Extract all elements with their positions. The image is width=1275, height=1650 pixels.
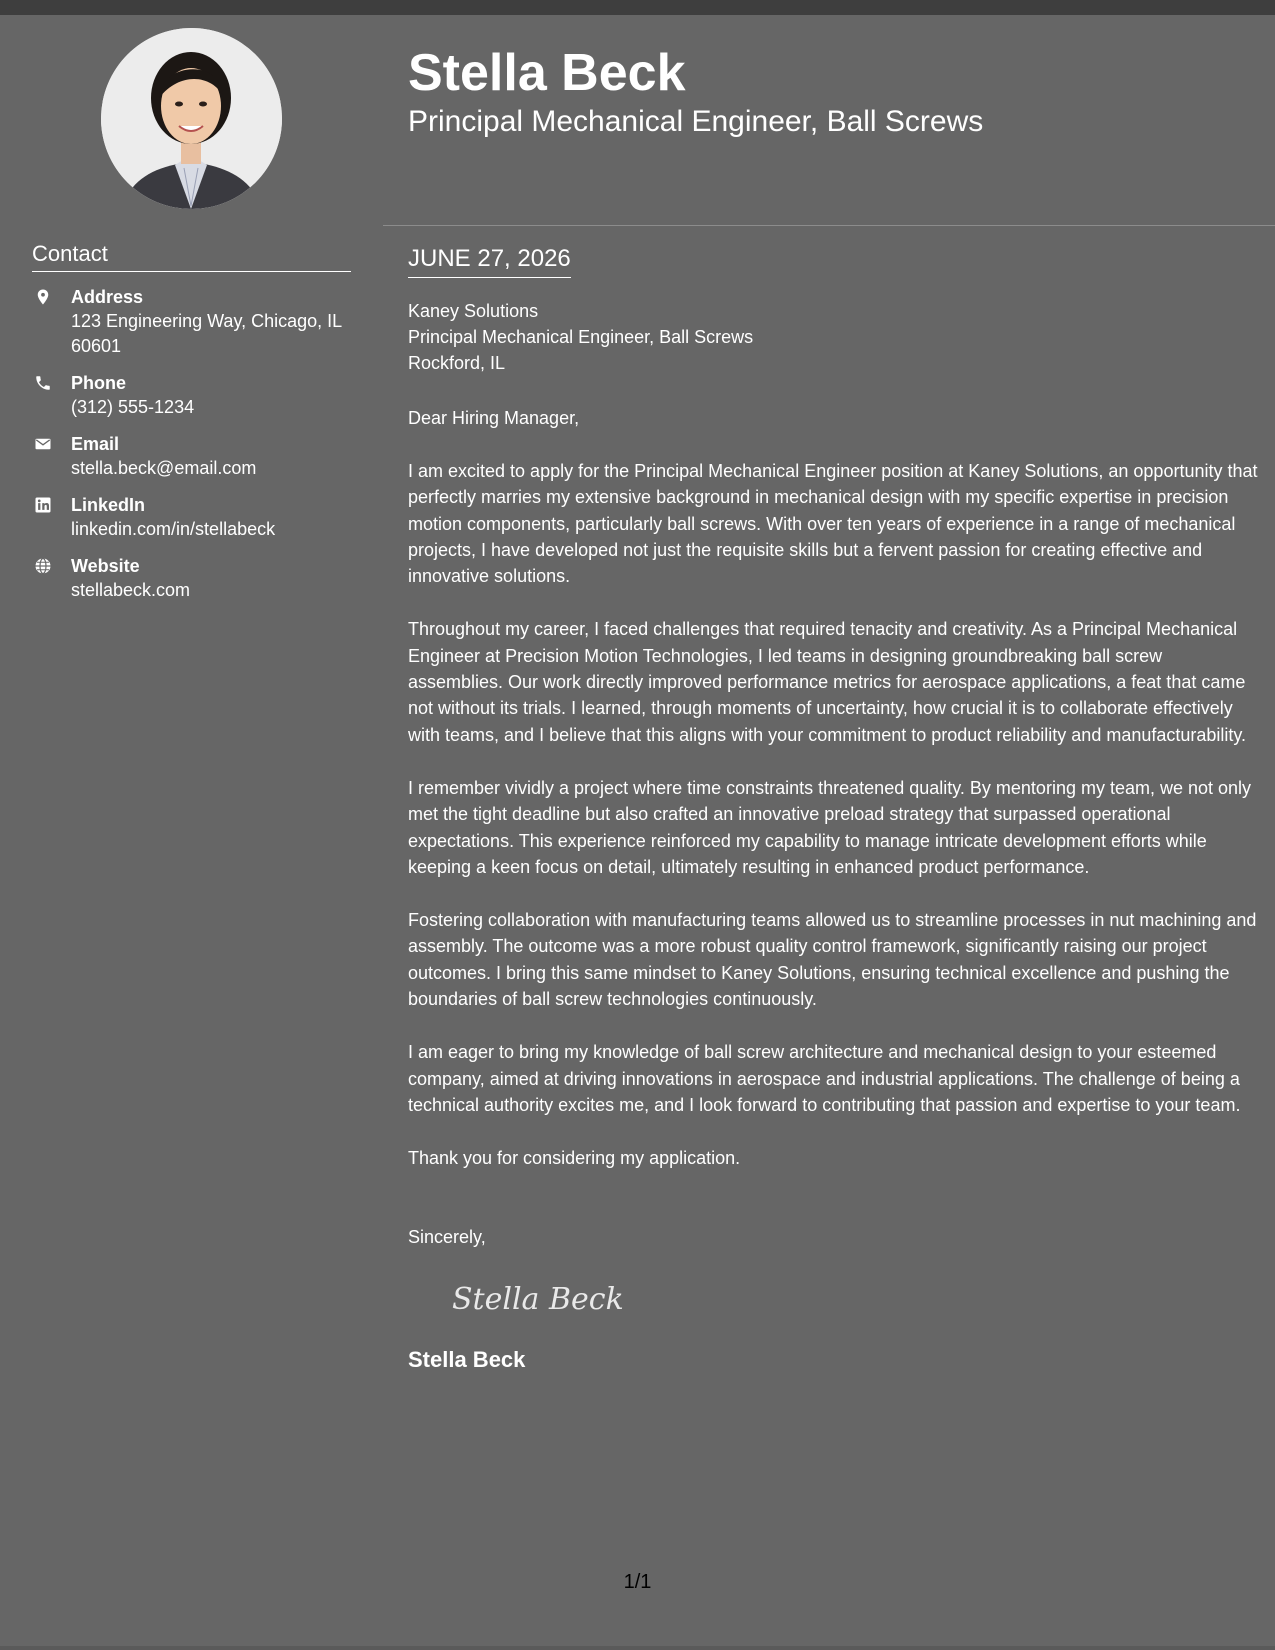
address-label: Address	[71, 287, 144, 307]
recipient-company: Kaney Solutions	[408, 301, 539, 321]
handwritten-signature	[448, 1274, 638, 1324]
phone-label: Phone	[71, 373, 127, 393]
letter-paragraph: I am eager to bring my knowledge of ball screw architecture and mechanical design to your esteemed company, aimed at driving innovations in aerospace and industrial applications. The challenge of being a technical authority excites me, and I look forward to contributing that passion and expertise to your team.	[408, 1042, 1241, 1115]
contact-item-linkedin	[32, 493, 351, 542]
portrait-illustration	[101, 28, 282, 209]
recipient-location: Rockford, IL	[408, 353, 506, 373]
contact-item-phone	[32, 371, 351, 420]
contact-list	[32, 285, 351, 615]
thanks-line: Thank you for considering my application.	[408, 1148, 741, 1169]
letter-paragraph: I remember vividly a project where time constraints threatened quality. By mentoring my team, we not only met the tight deadline but also crafted an innovative preload strategy that surpassed operational expectations. This experience reinforced my capability to manage intricate development efforts while keeping a keen focus on detail, ultimately resulting in enhanced product performance.	[408, 777, 1252, 877]
header-divider	[383, 225, 1275, 226]
closing-line: Sincerely,	[408, 1227, 486, 1248]
linkedin-value: linkedin.com/in/stellabeck	[71, 519, 276, 539]
recipient-block	[408, 298, 1258, 376]
linkedin-label: LinkedIn	[71, 495, 146, 515]
email-value: stella.beck@email.com	[71, 458, 257, 478]
applicant-name: Stella Beck	[408, 44, 686, 102]
sidebar	[0, 15, 383, 1615]
address-value: 123 Engineering Way, Chicago, IL 60601	[71, 311, 342, 356]
website-value: stellabeck.com	[71, 580, 191, 600]
linkedin-icon	[34, 496, 52, 514]
email-label: Email	[71, 434, 120, 454]
phone-icon	[34, 374, 52, 392]
top-bar	[0, 0, 1275, 15]
signer-name: Stella Beck	[408, 1347, 526, 1373]
letter-paragraph: Throughout my career, I faced challenges that required tenacity and creativity. As a Principal Mechanical Engineer at Precision Motion Technologies, I led teams in designing groundbreaking ball screw assemblies. Our work directly improved performance metrics for aerospace applications, a feat that came not without its trials. I learned, through moments of uncertainty, how crucial it is to collaborate effectively with teams, and I believe that this aligns with your commitment to product reliability and manufacturability.	[408, 619, 1247, 745]
phone-value: (312) 555-1234	[71, 397, 195, 417]
website-label: Website	[71, 556, 140, 576]
salutation: Dear Hiring Manager,	[408, 408, 580, 428]
page-number: 1/1	[623, 1571, 652, 1593]
email-icon	[34, 435, 52, 453]
contact-heading: Contact	[32, 241, 351, 272]
letter-date: JUNE 27, 2026	[408, 244, 571, 278]
globe-icon	[34, 557, 52, 575]
contact-item-email	[32, 432, 351, 481]
contact-item-website	[32, 554, 351, 603]
cover-letter	[408, 244, 1258, 1374]
applicant-title: Principal Mechanical Engineer, Ball Screws	[408, 105, 984, 138]
signature-image	[448, 1274, 638, 1324]
letter-paragraph: Fostering collaboration with manufacturing teams allowed us to streamline processes in nut machining and assembly. The outcome was a more robust quality control framework, significantly raising our project outcomes. I bring this same mindset to Kaney Solutions, ensuring technical excellence and pushing the boundaries of ball screw technologies continuously.	[408, 910, 1257, 1010]
contact-item-address	[32, 285, 351, 359]
recipient-position: Principal Mechanical Engineer, Ball Screws	[408, 327, 754, 347]
bottom-bar	[0, 1646, 1275, 1650]
location-pin-icon	[34, 288, 52, 306]
profile-photo	[101, 28, 282, 209]
page-header	[408, 42, 1258, 140]
letter-paragraph: I am excited to apply for the Principal Mechanical Engineer position at Kaney Solutions, an opportunity that perfectly marries my extensive background in mechanical design with my specific expertise in precision motion components, particularly ball screws. With over ten years of experience in a range of mechanical projects, I have developed not just the requisite skills but a fervent passion for creating effective and innovative solutions.	[408, 461, 1258, 587]
svg-text:Stella Beck: Stella Beck	[452, 1282, 624, 1318]
